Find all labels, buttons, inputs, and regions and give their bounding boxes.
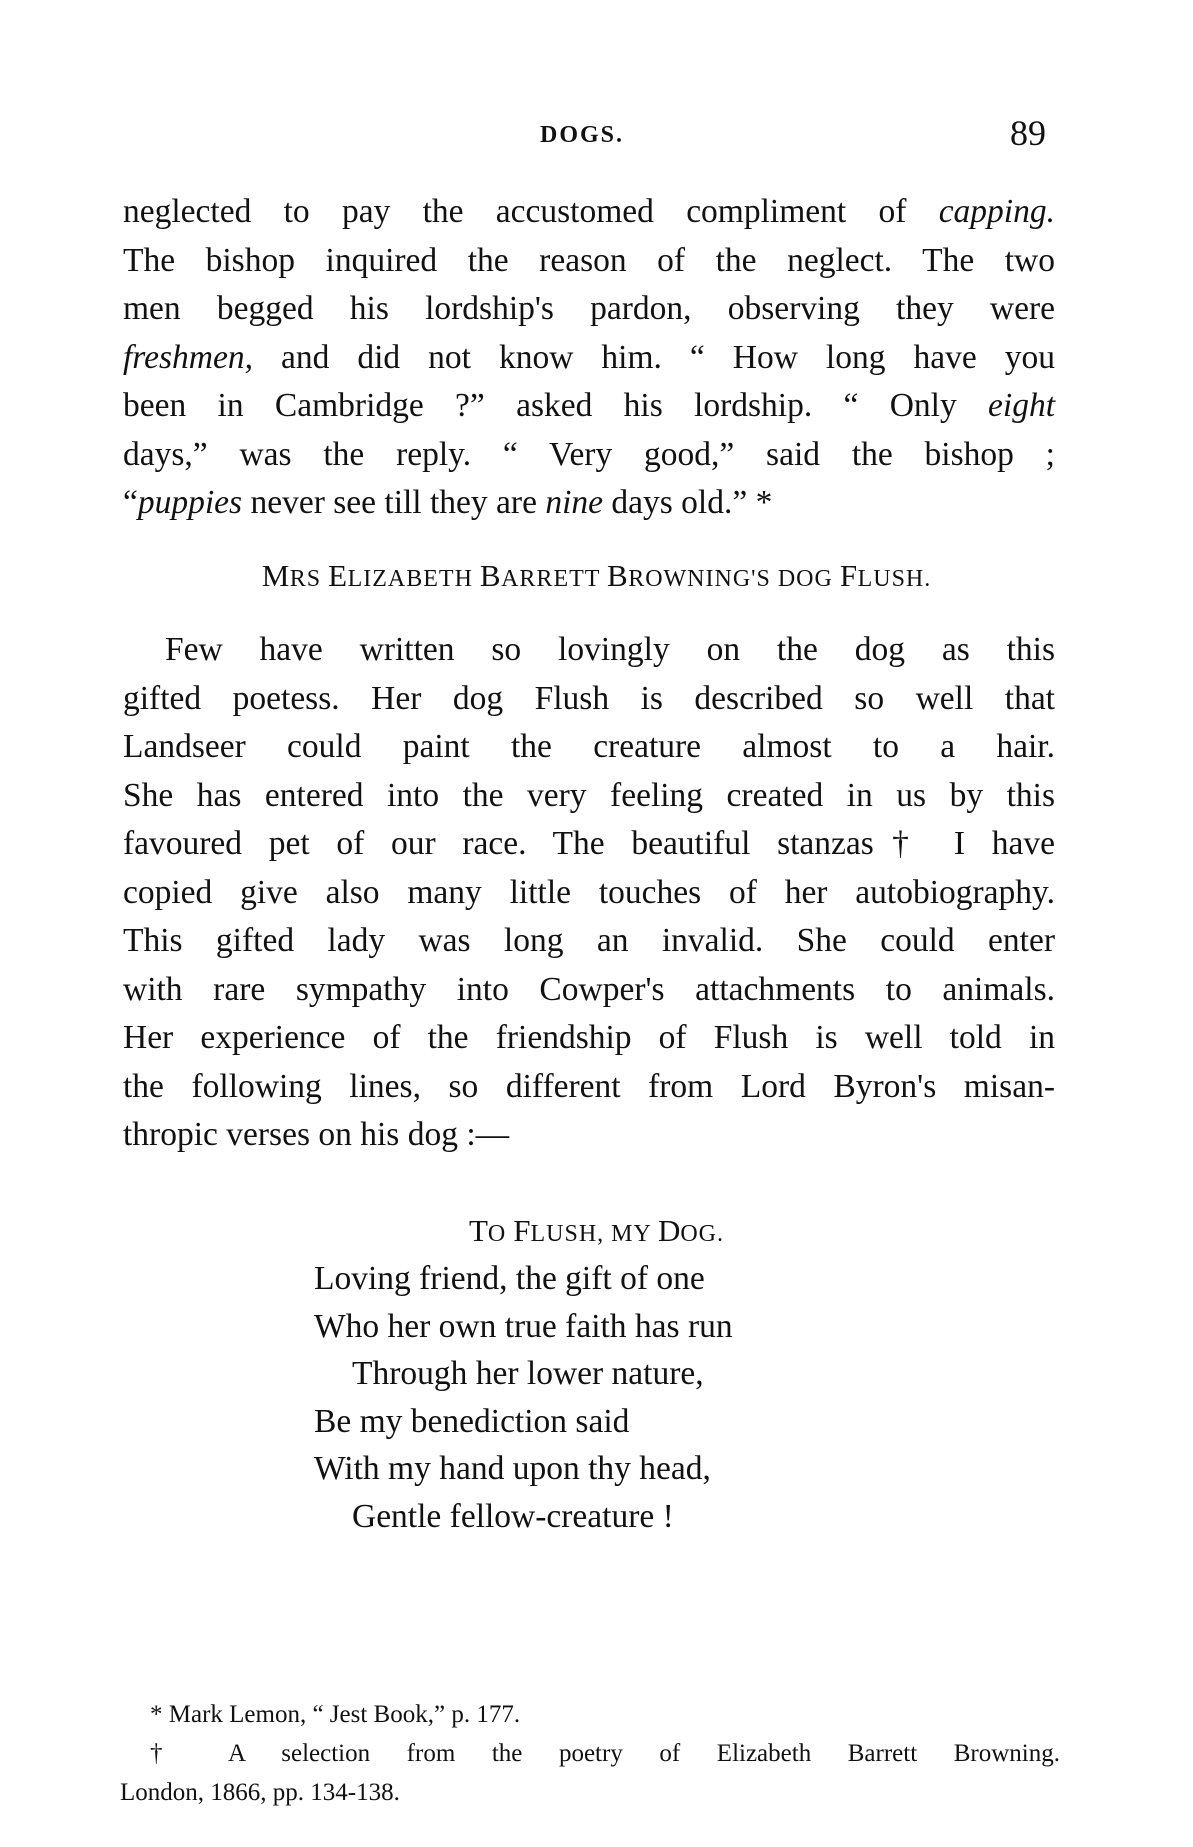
heading-segment: LUSH, — [530, 1221, 612, 1247]
italic-word: freshmen, — [123, 338, 253, 376]
text-segment: days old.” * — [603, 484, 773, 521]
text-segment: never see till they are — [242, 484, 546, 521]
footnote-selection-cont: London, 1866, pp. 134-138. — [120, 1779, 400, 1806]
text-line: thropic verses on his dog :— — [123, 1116, 510, 1153]
italic-word: puppies — [137, 484, 243, 521]
heading-segment: F — [513, 1213, 531, 1248]
poem-line: Be my benediction said — [314, 1402, 630, 1440]
text-line: Landseer could paint the creature almost to a hair. — [123, 728, 1055, 765]
heading-segment: OG. — [680, 1221, 725, 1247]
footnotes — [120, 1695, 1060, 1812]
text-line — [123, 188, 1055, 237]
heading-segment: T — [468, 1213, 488, 1248]
poem-line: Who her own true faith has run — [314, 1307, 733, 1345]
text-line: The bishop inquired the reason of the neglect. The two — [123, 241, 1055, 279]
text-line: the following lines, so different from Lord Byron's misan- — [123, 1067, 1055, 1105]
italic-word: eight — [988, 387, 1055, 424]
text-line: Few have written so lovingly on the dog as this — [165, 631, 1055, 668]
poem-line: With my hand upon thy head, — [314, 1450, 711, 1487]
poem-line: Loving friend, the gift of one — [314, 1260, 705, 1297]
heading-segment: MY — [611, 1221, 658, 1247]
heading-segment: M — [261, 558, 290, 593]
running-title: DOGS. — [540, 122, 625, 148]
section-heading-flush — [0, 558, 1193, 594]
text-line: favoured pet of our race. The beautiful stanzas† I have — [123, 825, 1055, 862]
text-segment: neglected to pay the accustomed compliment of — [123, 193, 939, 230]
text-segment: been in Cambridge ?” asked his lordship. “ Only — [123, 387, 989, 424]
italic-word: capping. — [938, 193, 1055, 230]
text-segment: and did not know him. “ How long have you — [252, 338, 1055, 376]
text-line — [123, 334, 1055, 383]
text-line: gifted poetess. Her dog Flush is described so well that — [123, 679, 1055, 717]
text-line: Her experience of the friendship of Flush is well told in — [123, 1019, 1055, 1056]
text-line — [123, 382, 1055, 431]
paragraph-anecdote — [123, 188, 1055, 528]
heading-segment: D — [657, 1213, 681, 1248]
heading-segment: ARRETT — [501, 566, 607, 592]
text-line: men begged his lordship's pardon, observing they were — [123, 290, 1055, 327]
heading-segment: ROWNING'S DOG — [628, 566, 840, 592]
heading-segment: F — [839, 558, 858, 593]
italic-word: nine — [545, 484, 603, 521]
heading-segment: B — [607, 558, 629, 593]
poem-line: Through her lower nature, — [352, 1355, 704, 1392]
heading-segment: LUSH. — [857, 566, 932, 592]
poem-title — [0, 1213, 1193, 1249]
heading-segment: RS — [289, 566, 329, 592]
text-line — [123, 479, 1055, 528]
heading-segment: O — [487, 1221, 514, 1247]
text-line: This gifted lady was long an invalid. She could enter — [123, 922, 1055, 959]
text-line: days,” was the reply. “ Very good,” said the bishop ; — [123, 435, 1055, 473]
heading-segment: E — [328, 558, 348, 593]
poem-line: Gentle fellow-creature ! — [352, 1497, 674, 1535]
heading-segment: LIZABETH — [347, 566, 480, 592]
text-line: She has entered into the very feeling created in us by this — [123, 776, 1055, 814]
poem-stanza — [314, 1255, 733, 1540]
paragraph-browning — [123, 626, 1055, 1160]
footnote-lemon: * Mark Lemon, “ Jest Book,” p. 177. — [150, 1701, 521, 1728]
running-head — [0, 112, 1193, 152]
page-number: 89 — [1010, 113, 1046, 153]
footnote-selection: † A selection from the poetry of Elizabeth Barrett Browning. — [150, 1740, 1060, 1767]
heading-segment: B — [479, 558, 502, 593]
text-line: copied give also many little touches of her autobiography. — [123, 873, 1055, 911]
text-line: with rare sympathy into Cowper's attachments to animals. — [123, 970, 1055, 1008]
text-segment: “ — [123, 484, 138, 521]
